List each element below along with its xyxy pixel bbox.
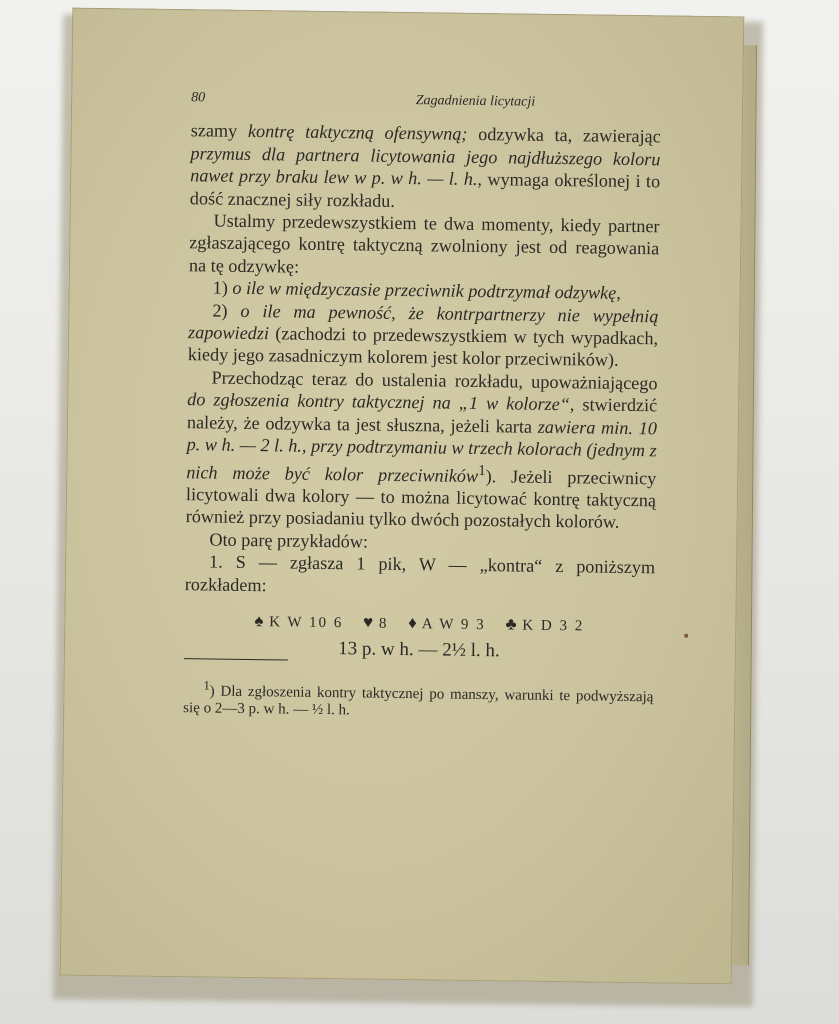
clubs-cards: K D 3 2 bbox=[522, 617, 585, 635]
page-header bbox=[191, 87, 661, 116]
book-page bbox=[60, 8, 745, 985]
list-item-2 bbox=[188, 299, 659, 372]
paragraph-1 bbox=[190, 120, 661, 216]
item-number: 1) bbox=[212, 277, 228, 298]
diamonds-cards: A W 9 3 bbox=[421, 616, 486, 634]
spade-icon: ♠ bbox=[254, 611, 264, 631]
paragraph-2: Ustalmy przedewszystkiem te dwa momenty, kiedy partner zgłaszającego kontrę taktyczną zwolniony jest od reagowania na tę odzywkę: bbox=[188, 210, 660, 277]
text-run: szamy bbox=[190, 120, 249, 142]
footnote-marker: 1 bbox=[203, 678, 210, 693]
item-number: 2) bbox=[212, 300, 228, 321]
text-run-italic: o ile ma pewność, że kontrpartnerzy nie wypełnią zapowiedzi bbox=[187, 300, 659, 344]
club-icon: ♣ bbox=[505, 614, 517, 634]
running-head: Zagadnienia licytacji bbox=[415, 93, 536, 110]
diamond-icon: ♦ bbox=[408, 613, 418, 633]
page-number: 80 bbox=[191, 90, 206, 106]
text-run-italic: zawiera min. 10 p. w h. — 2 l. h., przy podtrzymaniu w trzech kolorach (jednym z nich może być kolor przeciwników bbox=[186, 416, 658, 486]
hearts-cards: 8 bbox=[378, 615, 389, 632]
text-run: odzywka ta, zawierając bbox=[467, 124, 661, 147]
paper-stain bbox=[684, 634, 688, 638]
text-run: ). Jeżeli przeciwnicy licytowali dwa kolory — to można licytować kontrę taktyczną również przy posiadaniu tylko dwóch pozostałych kolorów. bbox=[185, 465, 657, 533]
page-text bbox=[183, 87, 661, 723]
hand-points: 13 p. w h. — 2½ l. h. bbox=[338, 638, 500, 662]
footnote-text: Dla zgłoszenia kontry taktycznej po manszy, warunki te podwyższają się o 2—3 p. w h. — ½ l. h. bbox=[183, 683, 654, 719]
text-run-italic: o ile w międzyczasie przeciwnik podtrzymał odzywkę, bbox=[232, 278, 621, 304]
card-hand bbox=[184, 609, 654, 639]
heart-icon: ♥ bbox=[363, 612, 374, 632]
text-run: Przechodząc teraz do ustalenia rozkładu, upoważniającego bbox=[211, 367, 658, 394]
paragraph-3 bbox=[186, 366, 658, 534]
text-run: (zachodzi to przedewszystkiem w tych wypadkach, kiedy jego zasadniczym kolorem jest kolor przeciwników). bbox=[187, 323, 659, 371]
text-run-italic: do zgłoszenia kontry taktycznej na „1 w kolorze“, bbox=[187, 389, 575, 415]
spades-cards: K W 10 6 bbox=[269, 614, 344, 632]
text-run: stwierdzić należy, że odzywka ta jest słuszna, jeżeli karta bbox=[186, 394, 658, 437]
footnote-rule bbox=[184, 659, 288, 661]
text-run: wymaga określonej i to dość znacznej siły rozkładu. bbox=[189, 169, 661, 211]
footnote: $^1$) Dla zgłoszenia kontry taktycznej po manszy, warunki te podwyższają się o 2—3 p. w h. — ½ l. h. bbox=[183, 678, 654, 719]
text-run-italic: kontrę taktyczną ofensywną; bbox=[247, 121, 468, 145]
footnote-ref: 1 bbox=[478, 461, 486, 479]
points-line bbox=[184, 637, 654, 666]
paragraph-4: Oto parę przykładów: bbox=[209, 529, 369, 552]
text-run-italic: przymus dla partnera licytowania jego najdłuższego koloru nawet przy braku lew w p. w h. — l. h., bbox=[190, 143, 661, 190]
paragraph-5: 1. S — zgłasza 1 pik, W — „kontra“ z poniższym rozkładem: bbox=[184, 551, 656, 595]
